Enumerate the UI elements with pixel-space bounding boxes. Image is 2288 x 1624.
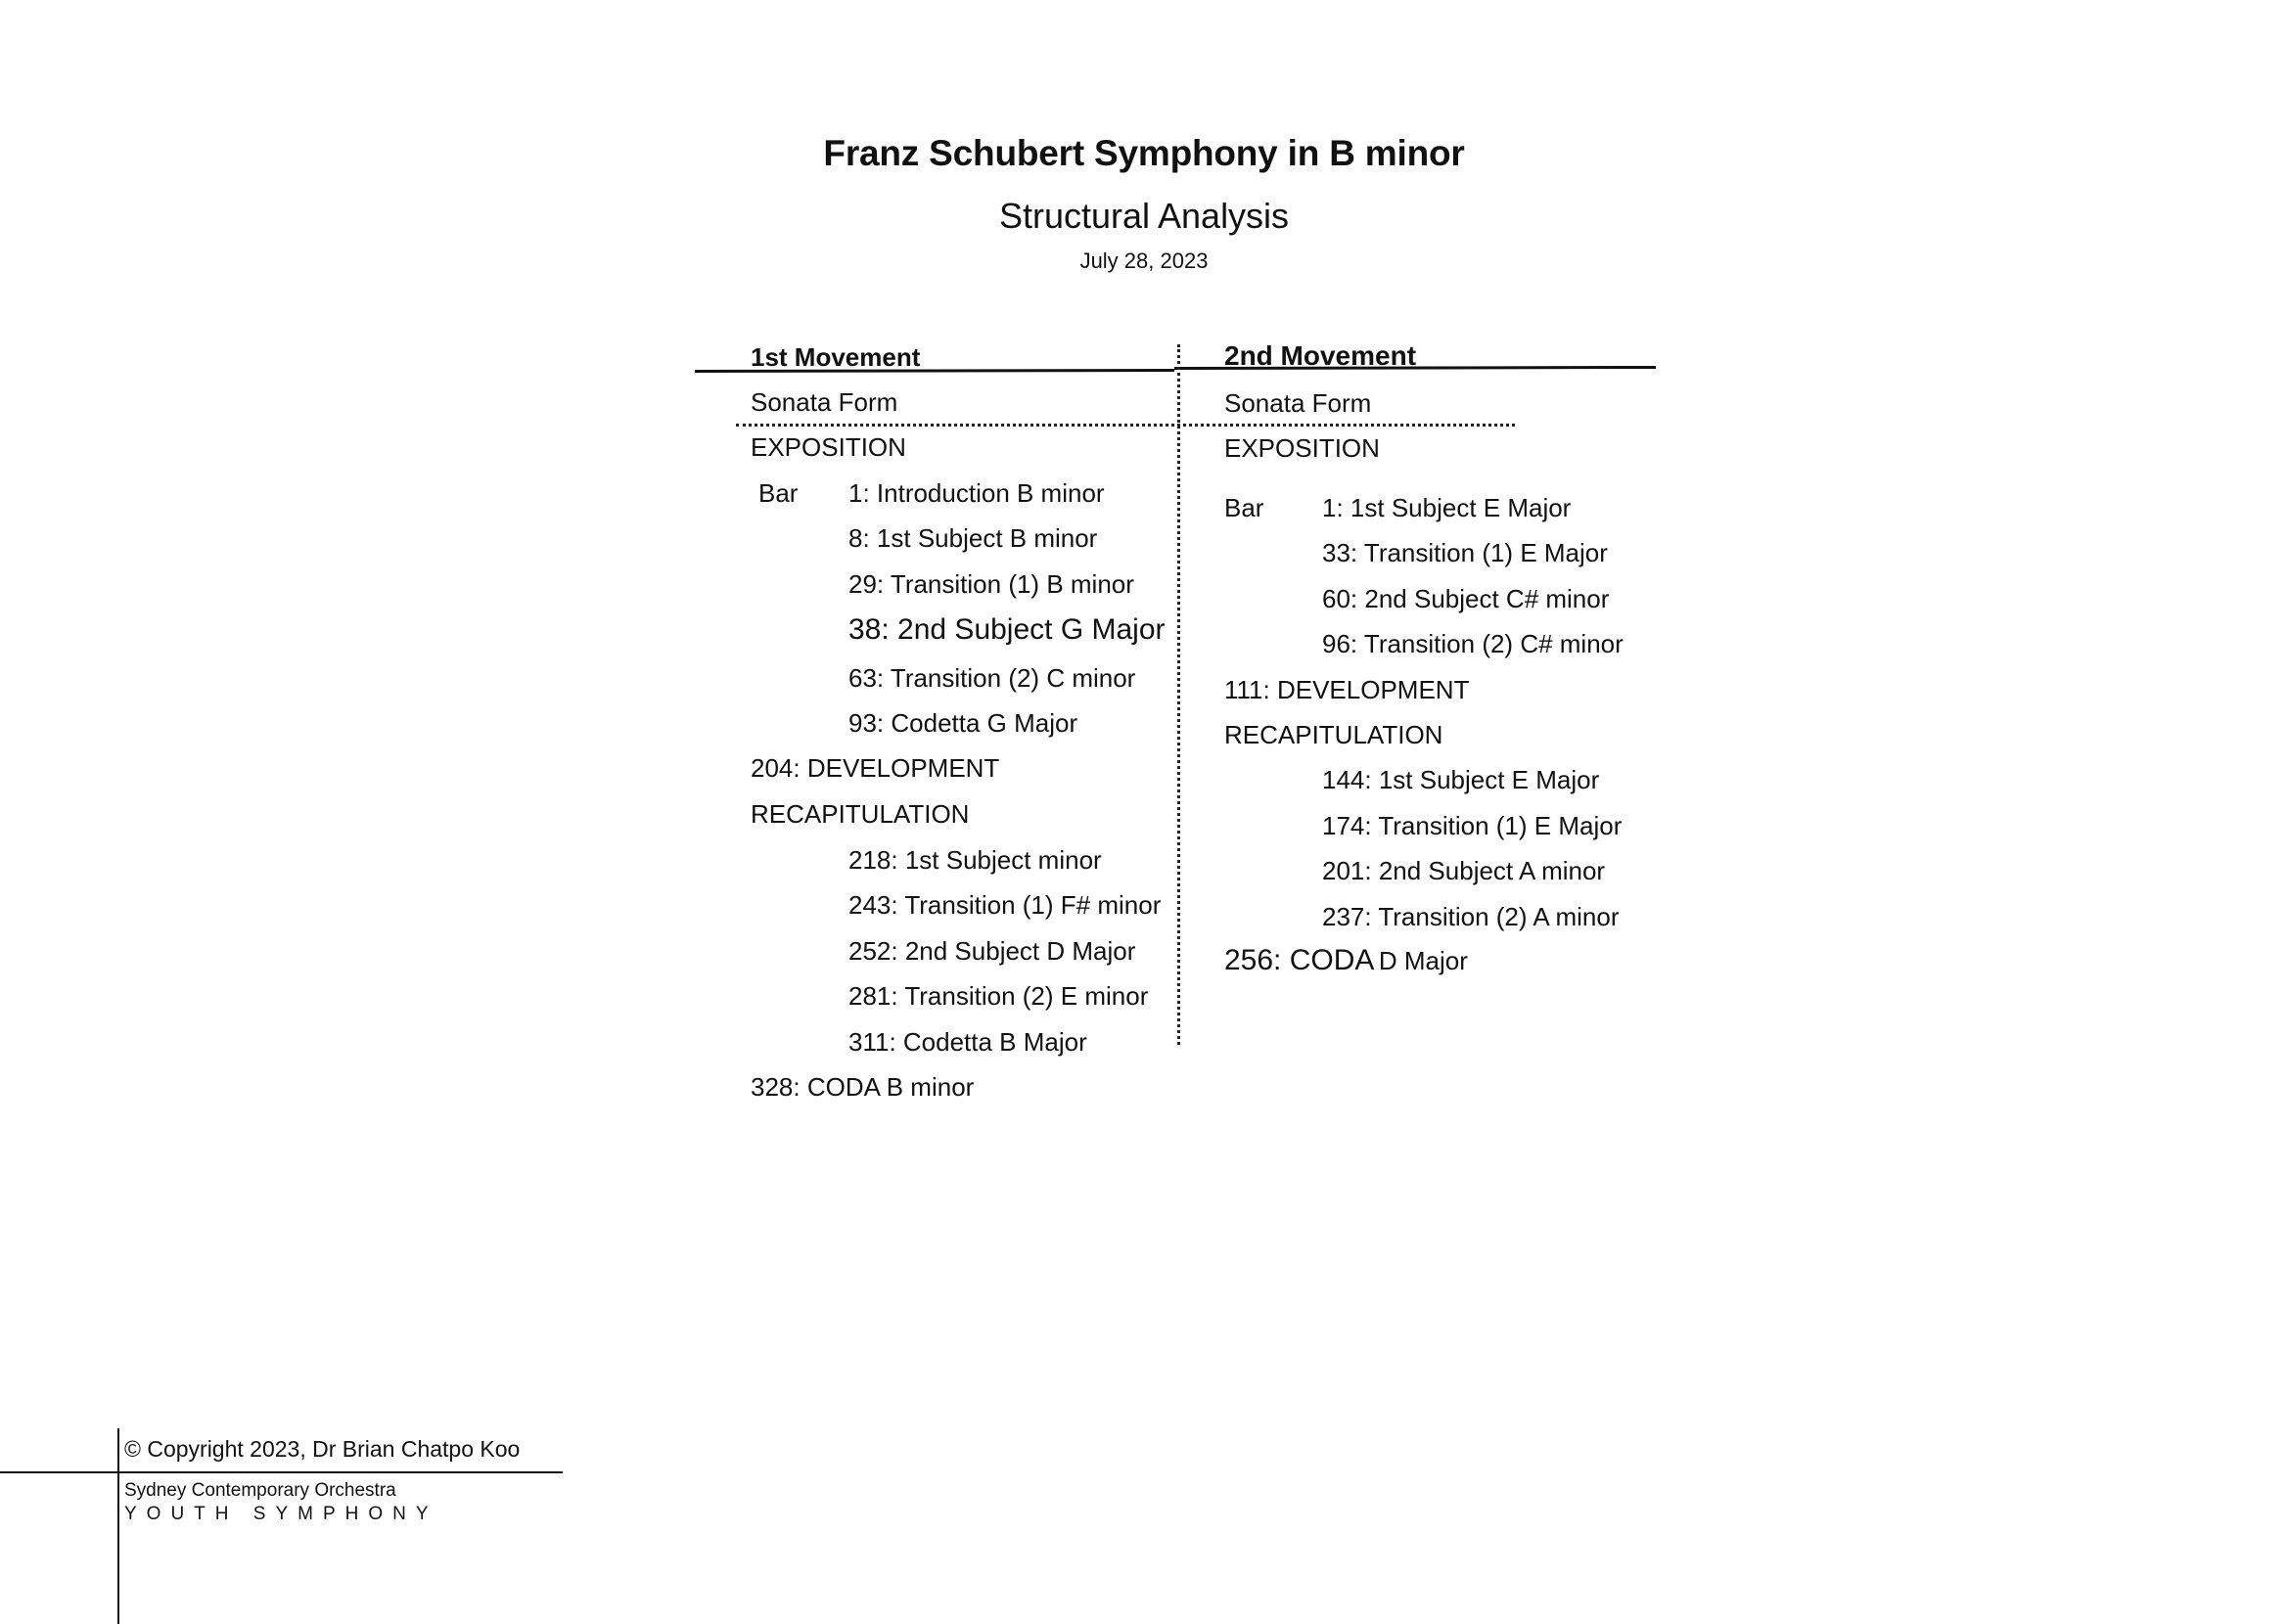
movement1-form: Sonata Form xyxy=(751,387,898,417)
ensemble-name: YOUTH SYMPHONY xyxy=(124,1504,438,1524)
document-date: July 28, 2023 xyxy=(1079,248,1209,273)
movement2-form: Sonata Form xyxy=(1224,388,1372,418)
movement2-exposition: EXPOSITION xyxy=(1224,433,1380,463)
movement2-bar-label: Bar xyxy=(1224,493,1264,522)
movement2-recap-item: 174: Transition (1) E Major xyxy=(1322,811,1623,840)
organization-name: Sydney Contemporary Orchestra xyxy=(124,1480,396,1501)
column-divider xyxy=(1177,344,1180,1045)
movement1-item: 93: Codetta G Major xyxy=(848,708,1078,738)
movement1-recap-item: 252: 2nd Subject D Major xyxy=(848,936,1136,966)
document-title: Franz Schubert Symphony in B minor xyxy=(823,133,1465,173)
movement2-item: 96: Transition (2) C# minor xyxy=(1322,629,1624,658)
movement2-coda xyxy=(1224,944,1468,977)
movement1-recap-item: 311: Codetta B Major xyxy=(848,1027,1087,1057)
document-subtitle: Structural Analysis xyxy=(998,196,1290,236)
movement2-recapitulation: RECAPITULATION xyxy=(1224,720,1443,749)
movement2-heading: 2nd Movement xyxy=(1224,340,1417,371)
movement1-exposition: EXPOSITION xyxy=(751,432,906,462)
movement1-recap-item: 243: Transition (1) F# minor xyxy=(848,890,1162,920)
movement1-development: 204: DEVELOPMENT xyxy=(751,753,1000,783)
movement2-item: 1: 1st Subject E Major xyxy=(1322,493,1572,522)
movement2-recap-item: 144: 1st Subject E Major xyxy=(1322,765,1600,794)
movement1-item: 38: 2nd Subject G Major xyxy=(848,613,1166,646)
footer-vertical-rule xyxy=(117,1428,119,1624)
movement1-bar-label: Bar xyxy=(758,478,799,508)
form-dotted-rule xyxy=(736,424,1515,427)
movement1-item: 8: 1st Subject B minor xyxy=(848,523,1098,553)
movement1-item: 63: Transition (2) C minor xyxy=(848,663,1136,693)
movement1-item: 29: Transition (1) B minor xyxy=(848,569,1134,599)
movement2-coda-main: 256: CODA xyxy=(1224,944,1375,976)
movement1-item: 1: Introduction B minor xyxy=(848,478,1105,508)
movement1-recapitulation: RECAPITULATION xyxy=(751,799,970,829)
movement2-item: 60: 2nd Subject C# minor xyxy=(1322,584,1610,613)
copyright-notice: © Copyright 2023, Dr Brian Chatpo Koo xyxy=(124,1436,521,1462)
footer-horizontal-rule xyxy=(0,1471,563,1473)
movement2-coda-key: D Major xyxy=(1378,946,1468,975)
movement1-recap-item: 281: Transition (2) E minor xyxy=(848,981,1149,1011)
movement1-heading: 1st Movement xyxy=(751,342,921,372)
movement2-development: 111: DEVELOPMENT xyxy=(1224,675,1470,704)
movement2-recap-item: 237: Transition (2) A minor xyxy=(1322,902,1620,931)
movement2-item: 33: Transition (1) E Major xyxy=(1322,538,1608,567)
movement1-recap-item: 218: 1st Subject minor xyxy=(848,845,1102,875)
movement1-coda: 328: CODA B minor xyxy=(751,1072,975,1102)
movement2-recap-item: 201: 2nd Subject A minor xyxy=(1322,856,1606,885)
